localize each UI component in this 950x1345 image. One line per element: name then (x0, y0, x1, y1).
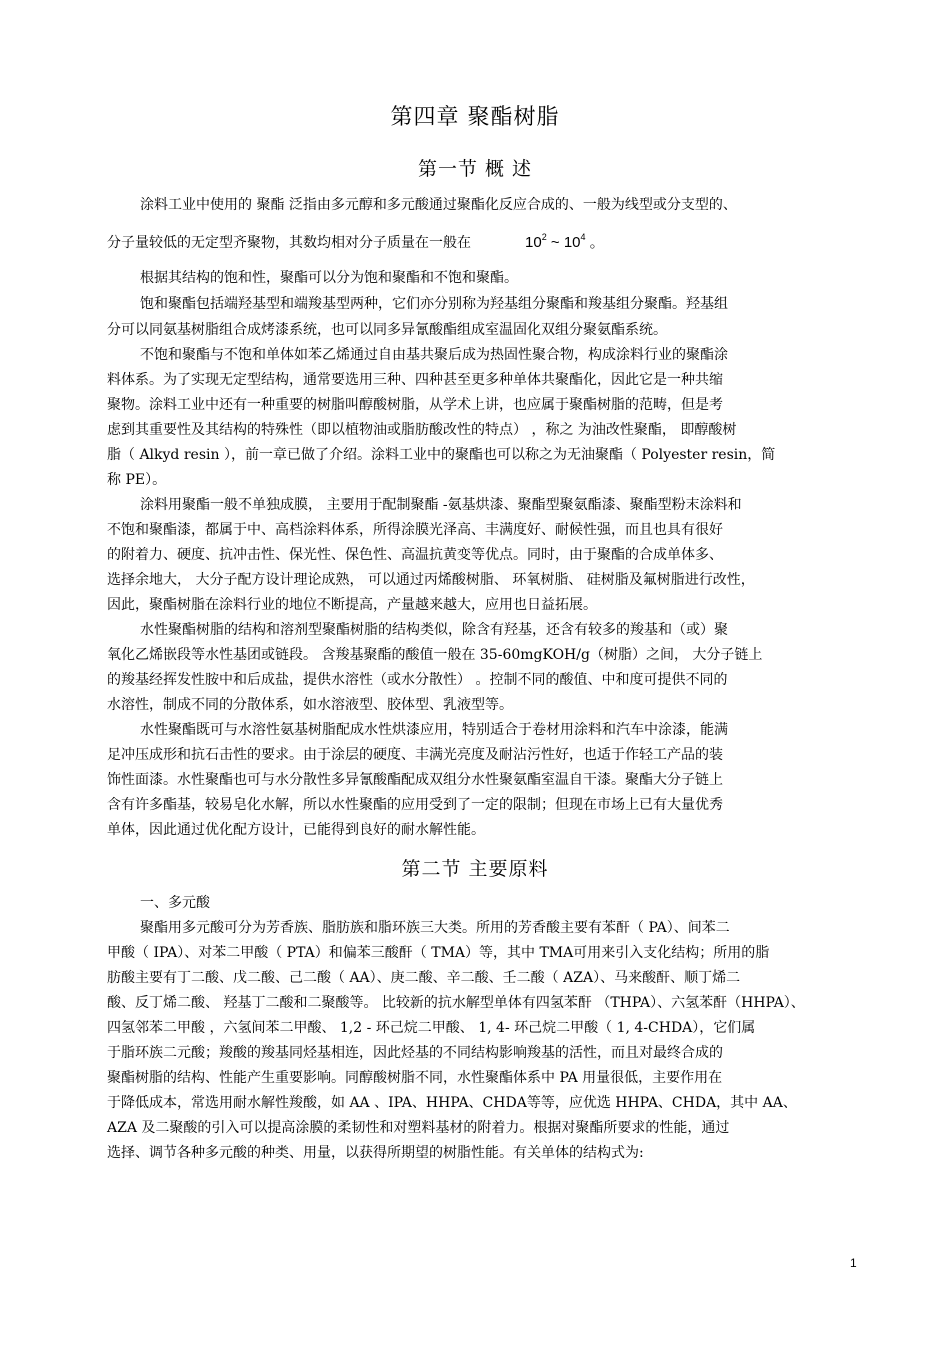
paragraph-line: 含有许多酯基，较易皂化水解，所以水性聚酯的应用受到了一定的限制；但现在市场上已有大量优秀 (107, 797, 723, 813)
paragraph-line: 单体，因此通过优化配方设计，已能得到良好的耐水解性能。 (107, 822, 485, 838)
paragraph-line: 的羧基经挥发性胺中和后成盐，提供水溶性（或水分散性） 。控制不同的酸值、中和度可提供不同的 (107, 672, 728, 688)
paragraph-line: 饱和聚酯包括端羟基型和端羧基型两种，它们亦分别称为羟基组分聚酯和羧基组分聚酯。羟基组 (140, 296, 728, 312)
paragraph-line: 选择余地大， 大分子配方设计理论成熟， 可以通过丙烯酸树脂、 环氧树脂、 硅树脂及氟树脂进行改性， (107, 572, 755, 588)
paragraph-line: 氧化乙烯嵌段等水性基团或链段。 含羧基聚酯的酸值一般在 35-60mgKOH/g（树脂）之间， 大分子链上 (107, 647, 763, 663)
paragraph-line: 水溶性，制成不同的分散体系，如水溶液型、胶体型、乳液型等。 (107, 697, 513, 713)
paragraph-line: 聚酯用多元酸可分为芳香族、脂肪族和脂环族三大类。所用的芳香酸主要有苯酐（ PA）、间苯二 (140, 920, 730, 936)
paragraph-line: 饰性面漆。水性聚酯也可与水分散性多异氰酸酯配成双组分水性聚氨酯室温自干漆。聚酯大分子链上 (107, 772, 723, 788)
paragraph-line: 涂料用聚酯一般不单独成膜， 主要用于配制聚酯 -氨基烘漆、聚酯型聚氨酯漆、聚酯型粉末涂料和 (140, 497, 742, 513)
paragraph-line: 于降低成本，常选用耐水解性羧酸，如 AA 、IPA、HHPA、CHDA等等，应优选 HHPA、CHDA，其中 AA、 (107, 1095, 797, 1111)
paragraph-line: 聚酯树脂的结构、性能产生重要影响。同醇酸树脂不同，水性聚酯体系中 PA 用量很低，主要作用在 (107, 1070, 723, 1086)
paragraph-line: 聚物。涂料工业中还有一种重要的树脂叫醇酸树脂，从学术上讲，也应属于聚酯树脂的范畴，但是考 (107, 397, 723, 413)
paragraph-line: 选择、调节各种多元酸的种类、用量，以获得所期望的树脂性能。有关单体的结构式为: (107, 1145, 644, 1161)
paragraph-line: 涂料工业中使用的 聚酯 泛指由多元醇和多元酸通过聚酯化反应合成的、一般为线型或分支型的、 (140, 197, 737, 213)
paragraph-line: 于脂环族二元酸；羧酸的羧基同烃基相连，因此烃基的不同结构影响羧基的活性，而且对最终合成的 (107, 1045, 723, 1061)
paragraph-line: 四氢邻苯二甲酸 ，六氢间苯二甲酸、 1,2 - 环己烷二甲酸、 1, 4- 环己烷二甲酸（ 1, 4-CHDA），它们属 (107, 1020, 756, 1036)
paragraph-line-with-formula (107, 234, 605, 253)
paragraph-line: AZA 及二聚酸的引入可以提高涂膜的柔韧性和对塑料基材的附着力。根据对聚酯所要求的性能，通过 (107, 1120, 730, 1136)
section-title-overview: 第一节 概 述 (417, 158, 533, 180)
paragraph-line: 甲酸（ IPA）、对苯二甲酸（ PTA）和偏苯三酸酐（ TMA）等，其中 TMA可用来引入支化结构；所用的脂 (107, 945, 770, 961)
paragraph-line: 肪酸主要有丁二酸、戊二酸、己二酸（ AA）、庚二酸、辛二酸、壬二酸（ AZA）、马来酸酐、顺丁烯二 (107, 970, 741, 986)
paragraph-line: 水性聚酯树脂的结构和溶剂型聚酯树脂的结构类似，除含有羟基，还含有较多的羧基和（或）聚 (140, 622, 728, 638)
paragraph-line: 不饱和聚酯漆，都属于中、高档涂料体系，所得涂膜光泽高、丰满度好、耐候性强，而且也具有很好 (107, 522, 723, 538)
paragraph-line: 称 PE）。 (107, 472, 167, 488)
paragraph-line: 根据其结构的饱和性，聚酯可以分为饱和聚酯和不饱和聚酯。 (140, 270, 518, 286)
paragraph-line: 脂（ Alkyd resin ），前一章已做了介绍。涂料工业中的聚酯也可以称之为无油聚酯（ Polyester resin，简 (107, 447, 776, 463)
paragraph-line: 料体系。为了实现无定型结构，通常要选用三种、四种甚至更多种单体共聚酯化，因此它是一种共缩 (107, 372, 723, 388)
paragraph-line: 因此，聚酯树脂在涂料行业的地位不断提高，产量越来越大，应用也日益拓展。 (107, 597, 597, 613)
section-title-raw-materials: 第二节 主要原料 (401, 858, 549, 880)
subheading: 一、多元酸 (140, 895, 210, 911)
paragraph-line: 不饱和聚酯与不饱和单体如苯乙烯通过自由基共聚后成为热固性聚合物，构成涂料行业的聚酯涂 (140, 347, 728, 363)
paragraph-line: 的附着力、硬度、抗冲击性、保光性、保色性、高温抗黄变等优点。同时，由于聚酯的合成单体多、 (107, 547, 723, 563)
paragraph-line: 水性聚酯既可与水溶性氨基树脂配成水性烘漆应用，特别适合于卷材用涂料和汽车中涂漆，能满 (140, 722, 728, 738)
paragraph-line: 虑到其重要性及其结构的特殊性（即以植物油或脂肪酸改性的特点） ，称之 为油改性聚酯， 即醇酸树 (107, 422, 737, 438)
chapter-title: 第四章 聚酯树脂 (390, 105, 560, 130)
paragraph-line: 分可以同氨基树脂组合成烤漆系统，也可以同多异氰酸酯组成室温固化双组分聚氨酯系统。 (107, 322, 667, 338)
paragraph-text: 分子量较低的无定型齐聚物，其数均相对分子质量在一般在 (107, 235, 471, 251)
molecular-weight-formula: $10^2$ ~ $10^4$ 。 (525, 232, 605, 251)
paragraph-line: 酸、反丁烯二酸、 羟基丁二酸和二聚酸等。 比较新的抗水解型单体有四氢苯酐 （THPA）、六氢苯酐（HHPA）、 (107, 995, 805, 1011)
paragraph-line: 足冲压成形和抗石击性的要求。由于涂层的硬度、丰满光亮度及耐沾污性好，也适于作轻工产品的装 (107, 747, 723, 763)
page-number: 1 (850, 1256, 857, 1270)
